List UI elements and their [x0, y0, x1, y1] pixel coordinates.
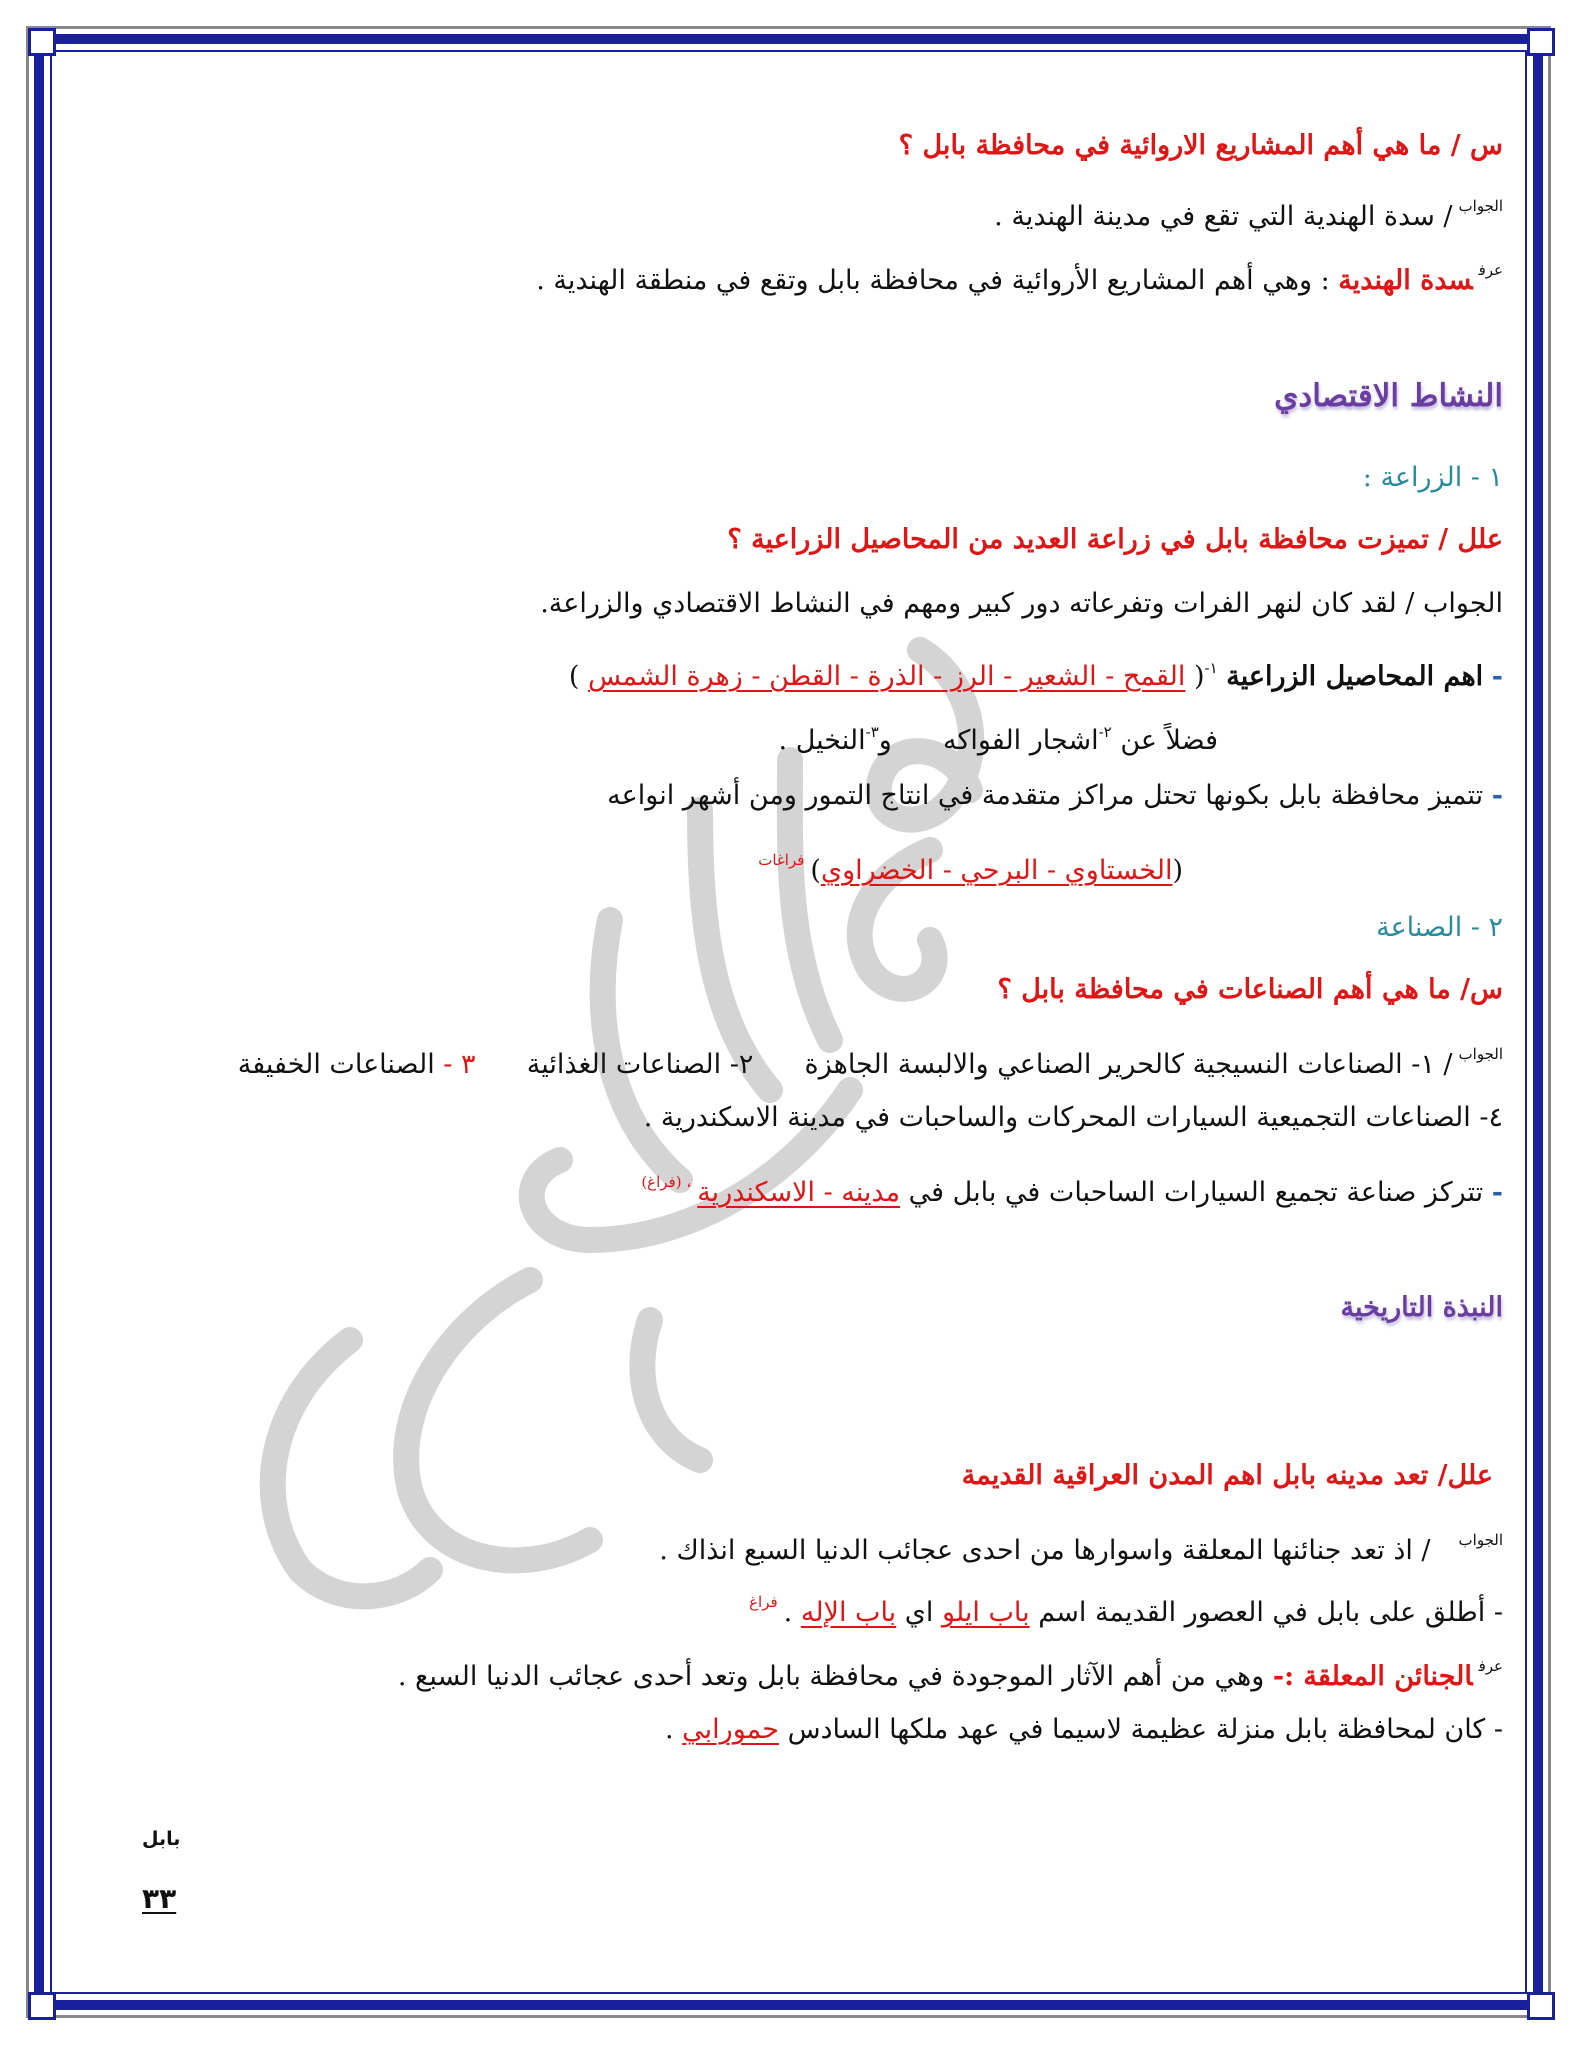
history-king-a: - كان لمحافظة بابل منزلة عظيمة لاسيما في عهد ملكها السادس [787, 1714, 1503, 1745]
industry-item-4-line [80, 1098, 1503, 1138]
crops-extra-line [80, 712, 1218, 761]
crops-list: القمح - الشعير - الرز - الذرة - القطن - زهرة الشمس [588, 661, 1186, 692]
industry-answer-tag: الجواب [1458, 1045, 1503, 1063]
q1-definition-term: سدة الهندية [1338, 265, 1473, 296]
history-definition-tag: عرف [1478, 1657, 1503, 1675]
history-name-b: باب ايلو [942, 1597, 1030, 1628]
crops-label: اهم المحاصيل الزراعية [1226, 661, 1484, 692]
dates-text: تتميز محافظة بابل بكونها تحتل مراكز متقدمة في انتاج التمور ومن أشهر انواعه [607, 780, 1484, 811]
crops-extra-c: و [878, 725, 892, 756]
industry-location-place: مدينه - الاسكندرية [697, 1177, 901, 1208]
crops-extra-b: اشجار الفواكه [943, 725, 1099, 756]
history-definition-text: وهي من أهم الآثار الموجودة في محافظة بابل وتعد أحدى عجائب الدنيا السبع . [397, 1661, 1265, 1692]
history-king-c: . [664, 1714, 674, 1745]
frame-corner-top-left [28, 28, 56, 56]
history-king-line [80, 1710, 1503, 1750]
q1-answer-tag: الجواب [1458, 197, 1503, 215]
agri-label-line [80, 458, 1503, 498]
industry-question: س/ ما هي أهم الصناعات في محافظة بابل ؟ [997, 974, 1503, 1005]
crops-number: ١- [1204, 659, 1218, 677]
history-name-c: اي [904, 1597, 934, 1628]
frame-corner-top-right [1527, 28, 1555, 56]
crops-extra-num2: ٢- [1098, 723, 1112, 741]
history-name-e: . [783, 1597, 793, 1628]
dates-open-paren: ( [1172, 855, 1183, 886]
history-heading-line [80, 1288, 1503, 1328]
crops-extra-a: فضلاً عن [1120, 725, 1218, 756]
crops-line [80, 648, 1503, 697]
crops-extra-d: النخيل . [778, 725, 866, 756]
agri-answer-line [80, 584, 1503, 624]
frame-corner-bottom-right [1527, 1992, 1555, 2020]
industry-location-line [80, 1162, 1503, 1213]
q1-answer-line [80, 186, 1503, 237]
industry-item-3-number: ٣ - [443, 1049, 476, 1080]
crops-close-paren: ) [568, 661, 580, 692]
crops-dash: - [1491, 661, 1503, 692]
q1-answer-text: / سدة الهندية التي تقع في مدينة الهندية . [994, 201, 1453, 232]
history-answer-tag: الجواب [1458, 1531, 1503, 1549]
industry-item-3: الصناعات الخفيفة [237, 1049, 435, 1080]
page-frame-inner [50, 50, 1527, 1994]
history-question: علل/ تعد مدينه بابل اهم المدن العراقية القديمة [961, 1460, 1493, 1491]
dates-close-paren: ) [810, 855, 821, 886]
history-answer: / اذ تعد جنائنها المعلقة واسوارها من احدى عجائب الدنيا السبع انذاك . [659, 1535, 1431, 1566]
agri-question-line [80, 520, 1503, 560]
industry-location-text: تتركز صناعة تجميع السيارات الساحبات في بابل في [908, 1177, 1484, 1208]
history-king-b: حمورابي [682, 1714, 779, 1745]
dates-list: الخستاوي - البرحي - الخضراوي [820, 855, 1173, 886]
history-name-d: باب الإله [800, 1597, 897, 1628]
q1-question-text: س / ما هي أهم المشاريع الاروائية في محافظة بابل ؟ [898, 130, 1503, 161]
crops-extra-num3: ٣- [865, 723, 879, 741]
page-number: ٣٣ [142, 1882, 177, 1915]
agri-question: علل / تميزت محافظة بابل في زراعة العديد من المحاصيل الزراعية ؟ [727, 524, 1503, 555]
industry-location-tag: ، (فراغ) [641, 1173, 692, 1191]
economy-heading-line [80, 376, 1503, 418]
industry-list-line [80, 1034, 1503, 1085]
history-name-line [80, 1582, 1503, 1633]
industry-location-dash: - [1491, 1177, 1503, 1208]
agri-label: ١ - الزراعة : [1362, 462, 1503, 493]
industry-item-2: ٢- الصناعات الغذائية [526, 1049, 754, 1080]
industry-item-4: ٤- الصناعات التجميعية السيارات المحركات والساحبات في مدينة الاسكندرية . [643, 1102, 1503, 1133]
q1-definition-tag: عرف [1478, 261, 1503, 279]
q1-definition-line [80, 250, 1503, 301]
history-definition-line [80, 1646, 1503, 1697]
dates-list-line [80, 840, 1183, 891]
history-heading: النبذة التاريخية [1340, 1292, 1503, 1323]
history-name-tag: فراغ [749, 1593, 778, 1611]
crops-open-paren: ( [1193, 661, 1205, 692]
history-definition-term: الجنائن المعلقة :- [1272, 1661, 1473, 1692]
dates-line [80, 776, 1503, 816]
industry-label: ٢ - الصناعة [1376, 912, 1503, 943]
dates-dash: - [1491, 780, 1503, 811]
q1-question [80, 126, 1503, 166]
history-answer-line [80, 1520, 1503, 1571]
history-question-line [80, 1456, 1493, 1496]
industry-label-line [80, 908, 1503, 948]
history-name-a: - أطلق على بابل في العصور القديمة اسم [1038, 1597, 1503, 1628]
economy-heading: النشاط الاقتصادي [1274, 378, 1503, 414]
dates-tag: فراغات [758, 851, 805, 869]
frame-corner-bottom-left [28, 1992, 56, 2020]
q1-definition-text: : وهي أهم المشاريع الأروائية في محافظة بابل وتقع في منطقة الهندية . [536, 265, 1330, 296]
footer-label: بابل [142, 1828, 181, 1850]
agri-answer: الجواب / لقد كان لنهر الفرات وتفرعاته دور كبير ومهم في النشاط الاقتصادي والزراعة. [540, 588, 1503, 619]
industry-question-line [80, 970, 1503, 1010]
industry-item-1: / ١- الصناعات النسيجية كالحرير الصناعي والالبسة الجاهزة [804, 1049, 1453, 1080]
